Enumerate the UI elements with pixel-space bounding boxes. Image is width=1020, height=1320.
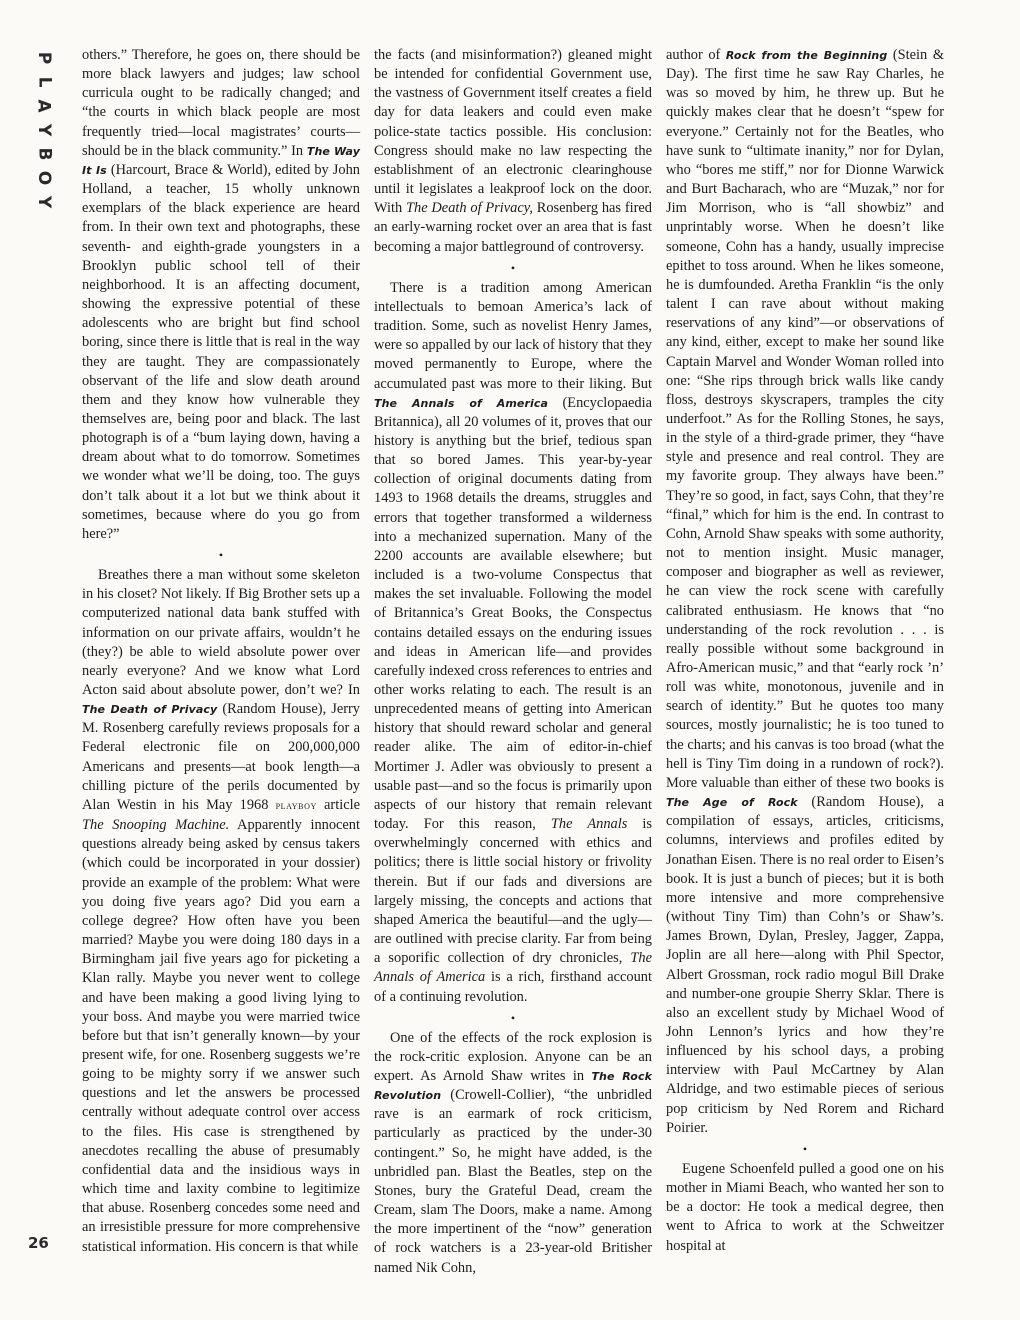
masthead-letter: Y [34,195,54,209]
text-run: One of the effects of the rock explosion is the rock-critic explosion. Anyone can be an expert. As Arnold Shaw writes in [374,1029,652,1084]
text-run: (Random House), Jerry M. Rosenberg carefully reviews proposals for a Federal electronic file on 200,000,000 Americans and presents—at book length—a chilling picture of the perils documented by Alan Westin in his May 1968 [82,701,360,813]
book-title: The Rock Revolution [374,1069,652,1103]
text-column-1 [82,46,360,1257]
text-run: (Encyclopaedia Britannica), all 20 volumes of it, proves that our history is anything but the brief, tedious span that so bored James. This year-by-year collection of original documents dating from 1493 to 1968 details the dreams, struggles and errors that together transformed a wilderness into a mechanized supernation. Many of the 2200 accounts are available elsewhere; but included is a two-volume Conspectus that makes the set invaluable. Following the model of Britannica’s Great Books, the Conspectus contains detailed essays on the enduring issues and ideas in American life—and provides carefully indexed cross references to entries and other works relating to each. The result is an unprecedented means of getting into American history that should reward scholar and general reader alike. The aim of editor-in-chief Mortimer J. Adler was obviously to present a usable past—and so the focus is primarily upon aspects of our history that remain relevant today. For this reason, [374,394,652,833]
italic-text: The Annals of America [374,950,652,986]
page-number: 26 [28,1234,49,1252]
section-separator: • [510,1010,516,1025]
text-run: is a rich, firsthand account of a continuing revolution. [374,969,652,1005]
section-separator: • [510,260,516,275]
book-title: The Age of Rock [666,796,798,810]
book-title: The Death of Privacy [82,703,218,717]
book-title: The Way It Is [82,144,360,177]
paragraph [82,566,360,1257]
book-title: Rock from the Beginning [725,49,888,62]
text-run: others.” Therefore, he goes on, there should be more black lawyers and judges; law school curricula ought to be radically changed; and “the courts in which black people are most frequently tried—local magistrates’ courts—should be in the black community.” In [82,47,360,159]
text-run: Breathes there a man without some skeleton in his closet? Not likely. If Big Brother sets up a computerized national data bank stuffed with information on our private affairs, wouldn’t he (they?) be able to wield absolute power over nearly everyone? And we know what Lord Acton said about absolute power, don’t we? In [82,567,360,698]
text-run: Rosenberg has fired an early-warning rocket over an area that is fast becoming a major battleground of controversy. [374,200,652,255]
text-run: author of [666,47,726,63]
text-run: (Random House), a compilation of essays, articles, criticisms, columns, interviews and profiles edited by Jonathan Eisen. There is no real order to Eisen’s book. It is just a bunch of pieces; but it is both more intensive and more comprehensive (without Tiny Tim) than Cohn’s or Shaw’s. James Brown, Dylan, Presley, Jagger, Zappa, Joplin are all here—along with Phil Spector, Albert Grossman, rock radio mogul Bill Drake and number-one groupie Sherry Sklar. There is also an excellent study by Michael Wood of John Lennon’s lyrics and how they’re influenced by his school days, a probing interview with Paul McCartney by Alan Aldridge, and two estimable pieces of serious pop criticism by Ned Rorem and Richard Poirier. [666,794,944,1136]
italic-text: The Snooping Machine. [82,817,230,834]
text-run: (Crowell-Collier), “the unbridled rave is an earmark of rock criticism, particularly as practiced by the under-30 contingent.” So, he might have added, is the unbridled pan. Blast the Beatles, step on the Stones, bury the Grateful Dead, cream the Cream, slam The Doors, make a name. Among the more impertinent of the “now” generation of rock watchers is a 23-year-old Britisher named Nik Cohn, [374,1087,652,1276]
section-separator: • [802,1141,808,1156]
magazine-name-vertical [30,46,58,214]
text-run: Eugene Schoenfeld pulled a good one on his mother in Miami Beach, who wanted her son to be a doctor: He took a medical degree, then went to Africa to work at the Schweitzer hospital at [666,1160,944,1254]
text-run: (Stein & Day). The first time he saw Ray Charles, he was so moved by him, he threw up. But he quickly makes clear that he doesn’t “spew for everyone.” Certainly not for the Beatles, who have sunk to “ultimate inanity,” nor for Dylan, who “bores me stiff,” nor for Dionne Warwick and Burt Bacharach, who are “Muzak,” nor for Jim Morrison, who is “all showbiz” and unprintably worse. When he doesn’t like someone, Cohn has a handy, usually imprecise epithet to toss around. When he likes someone, he is dumfounded. Aretha Franklin “is the only talent I can rave about without making reservations of any kind”—or observations of any kind, either, except to make her sound like Captain Marvel and Wonder Woman rolled into one: “She rips through brick walls like candy floss, destroys skyscrapers, tramples the city underfoot.” As for the Rolling Stones, he says, in the style of a third-grade primer, they “have style and presence and real control. They are my favorite group. They always have been.” They’re so good, in fact, says Cohn, that they’re “final,” which for him is the end. In contrast to Cohn, Arnold Shaw speaks with some authority, not to mention insight. Music manager, composer and biographer as well as reviewer, he can view the rock scene with carefully calibrated enthusiasm. He knows that “no understanding of the rock revolution . . . is really possible without some background in Afro-American music,” and that “early rock ’n’ roll was white, monotonous, juvenile and in search of identity.” But he quotes too many sources, mostly journalistic; he is too tuned to the charts; and his canvas is too broad (what the hell is Tiny Tim doing in a rundown of rock?). More valuable than either of these two books is [666,47,945,791]
masthead-letter: B [34,147,54,161]
paragraph [82,46,360,544]
paragraph [666,46,944,1138]
paragraph [374,279,652,1007]
masthead-letter: O [33,170,54,186]
paragraph [374,46,652,257]
italic-text: The Annals [550,816,628,833]
text-column-2 [374,46,652,1278]
paragraph [374,1029,652,1278]
small-caps-text: playboy [275,799,317,812]
text-run: the facts (and misinformation?) gleaned might be intended for confidential Government use, the vastness of Government itself creates a field day for data leakers and could even make police-state tactics possible. His conclusion: Congress should make no law respecting the establishment of an electronic clearinghouse until it legislates a leakproof lock on the door. With [374,47,652,217]
text-run: Apparently innocent questions already being asked by census takers (which could be incorporated in your dossier) provide an example of the problem: What were you doing five years ago? Did you earn a college degree? How often have you been married? Maybe you were doing 180 days in a Birmingham jail five years ago for picketing a Klan rally. Maybe you never went to college and have been making a good living lying to your boss. And maybe you were married twice before but that isn’t generally known—by your present wife, for one. Rosenberg suggests we’re going to be mighty sorry if we answer such questions and let the answers be processed centrally without adequate control over access to the files. His case is strengthened by anecdotes recalling the abuse of presumably confidential data and the insidious ways in which time and laxity combine to legitimize that abuse. Rosenberg concedes some need and an irresistible pressure for more comprehensive statistical information. His concern is that while [82,817,360,1255]
text-run: There is a tradition among American intellectuals to bemoan America’s lack of tradition. Some, such as novelist Henry James, were so appalled by our lack of history that they moved permanently to Europe, where the accumulated past was more to their liking. But [374,279,652,392]
masthead-letter: L [34,76,54,88]
text-run: is overwhelmingly concerned with ethics and politics; there is little social history or frivolity therein. But if our fads and diversions are largely missing, the concepts and actions that shaped America the beautiful—and the ugly—are outlined with precise clarity. Far from being a soporific collection of dry chronicles, [374,816,652,967]
text-column-3 [666,46,944,1256]
paragraph [666,1160,944,1256]
book-title: The Annals of America [374,396,548,410]
italic-text: The Death of Privacy, [406,200,533,217]
masthead-letter: P [34,51,54,65]
text-run: (Harcourt, Brace & World), edited by John Holland, a teacher, 15 wholly unknown exemplars of the black experience are heard from. In their own text and photographs, these seventh- and eighth-grade youngsters in a Brooklyn public school tell of their neighborhood. It is an affecting document, showing the expressive potential of these adolescents who are bright but find school boring, since there is little that is real in the way they are taught. They are compassionately observant of the life and slow death around them and they know how vulnerable they themselves are, being poor and black. The last photograph is of a “bum laying down, having a dream about what to do tomorrow. Sometimes we wonder what we’ll be doing, too. The guys don’t talk about it a lot but we think about it sometimes, because where do you go from here?” [82,161,360,542]
masthead-letter: Y [34,123,54,137]
section-separator: • [218,548,224,563]
text-run: article [316,796,360,813]
masthead-letter: A [33,99,54,113]
